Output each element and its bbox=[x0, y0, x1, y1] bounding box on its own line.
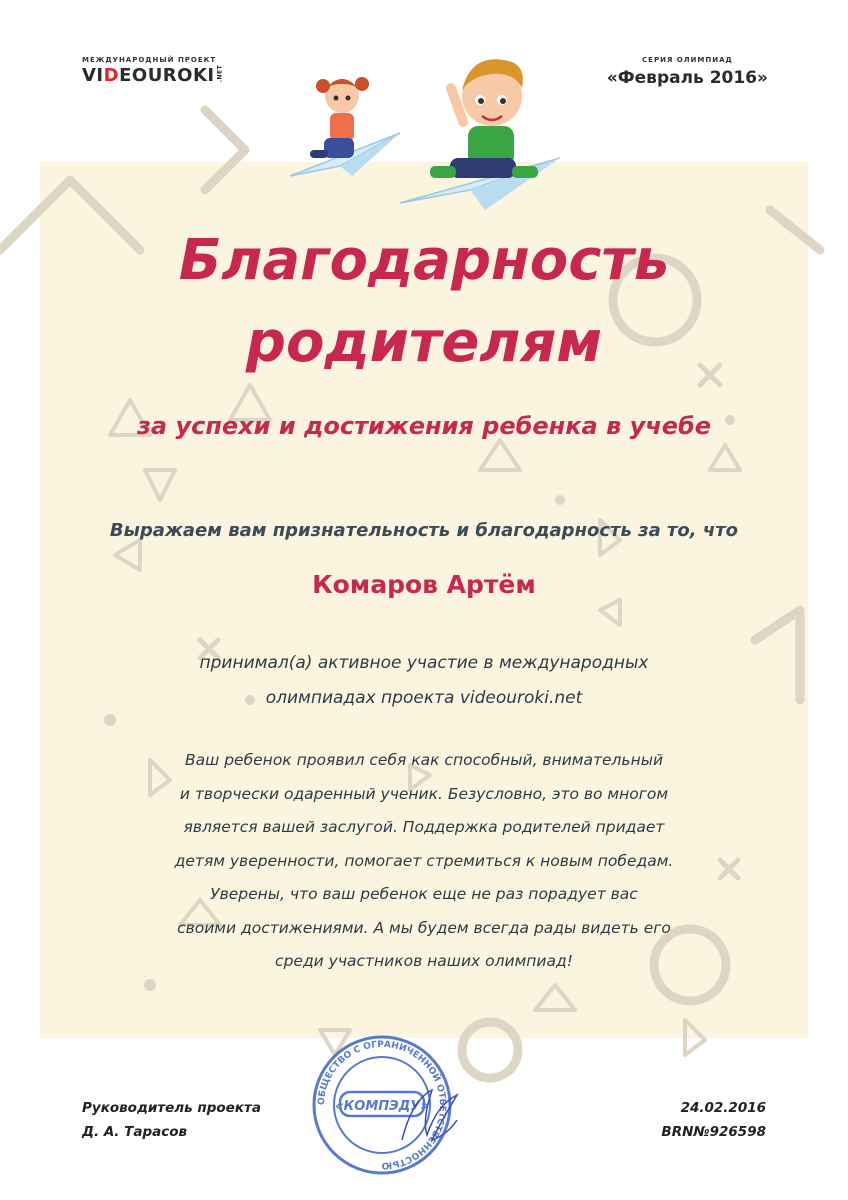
stamp-ring-text: ОБЩЕСТВО С ОГРАНИЧЕННОЙ ОТВЕТСТВЕННОСТЬЮ bbox=[316, 1039, 448, 1171]
participation-line-2: олимпиадах проекта videouroki.net bbox=[265, 688, 583, 708]
body-line: является вашей заслугой. Поддержка родителей придает bbox=[183, 818, 665, 836]
title-line-2: родителям bbox=[245, 310, 603, 375]
title-line-1: Благодарность bbox=[178, 228, 670, 293]
stamp-center-text: «КОМПЭДУ» bbox=[335, 1099, 429, 1114]
registration-number: BRN№926598 bbox=[661, 1124, 766, 1140]
videouroki-logo bbox=[82, 64, 223, 86]
project-branding bbox=[82, 56, 223, 86]
logo-suffix: EOUROKI bbox=[119, 65, 215, 86]
issue-date: 24.02.2016 bbox=[680, 1100, 766, 1116]
body-line: Уверены, что ваш ребенок еще не раз порадует вас bbox=[210, 885, 638, 903]
gratitude-intro: Выражаем вам признательность и благодарность за то, что bbox=[109, 520, 739, 541]
body-line: среди участников наших олимпиад! bbox=[275, 952, 573, 970]
body-line: детям уверенности, помогает стремиться к новым победам. bbox=[174, 851, 674, 870]
project-kicker: МЕЖДУНАРОДНЫЙ ПРОЕКТ bbox=[82, 56, 217, 64]
recipient-name: Комаров Артём bbox=[312, 570, 536, 599]
kids-paper-planes-illustration bbox=[280, 38, 560, 218]
olympiad-series bbox=[607, 56, 768, 88]
certificate-body bbox=[110, 744, 738, 979]
logo-net: .NET bbox=[215, 64, 223, 83]
certificate-subtitle: за успехи и достижения ребенка в учебе bbox=[136, 412, 712, 440]
series-kicker: СЕРИЯ ОЛИМПИАД bbox=[642, 56, 733, 64]
participation-text bbox=[140, 646, 708, 716]
body-line: и творчески одаренный ученик. Безусловно, это во многом bbox=[179, 784, 669, 803]
certificate-meta bbox=[661, 1096, 766, 1144]
logo-prefix: VI bbox=[82, 65, 104, 86]
participation-line-1: принимал(а) активное участие в международных bbox=[199, 653, 649, 673]
signer-name: Д. А. Тарасов bbox=[82, 1124, 188, 1140]
body-line: Ваш ребенок проявил себя как способный, внимательный bbox=[184, 751, 664, 769]
signer-role: Руководитель проекта bbox=[82, 1100, 261, 1116]
body-line: своими достижениями. А мы будем всегда рады видеть его bbox=[177, 918, 671, 937]
certificate-title bbox=[40, 220, 808, 384]
official-stamp bbox=[282, 1030, 482, 1180]
signer-block bbox=[82, 1096, 261, 1144]
series-name: «Февраль 2016» bbox=[606, 68, 768, 88]
logo-accent: D bbox=[103, 65, 120, 86]
